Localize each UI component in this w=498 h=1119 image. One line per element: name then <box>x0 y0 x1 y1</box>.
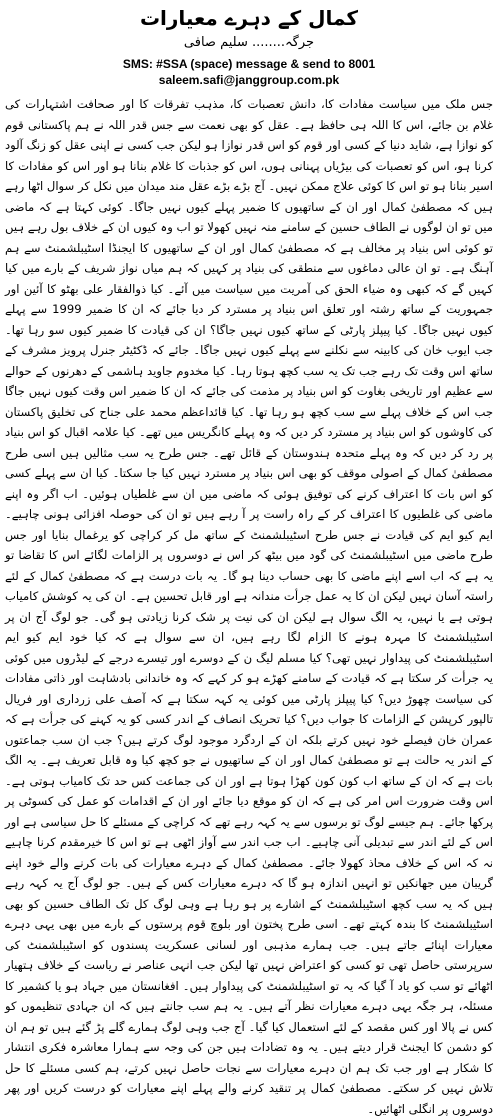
sms-instruction: SMS: #SSA (space) message & send to 8001 <box>122 57 376 71</box>
article-body <box>0 88 498 1116</box>
article-body-text: جس ملک میں سیاست مفادات کا، دانش تعصبات کا، مذہب تفرقات کا اور صحافت اشتہارات کی غلام بن جائے، اس کا اللہ ہی حافظ ہے۔ عقل کو بھی نعمت سے جس قدر اللہ نے ہم پاکستانی قوم کو نوازا ہے، شاید دنیا کے کسی اور قوم کو اس قدر نوازا ہو لیکن جب کسی نے اپنی عقل کو زنگ آلود کرنا ہو، اس کو تعصبات کی بیڑیاں پہنانی ہوں، اس کو جذبات کا غلام بنانا ہو اور اس کو مفادات کا اسیر بنانا ہو تو اس کا کوئی علاج ممکن نہیں۔ آج بڑے بڑے عقل مند میدان میں نکل کر سوال اٹھا رہے ہیں کہ مصطفیٰ کمال اور ان کے ساتھیوں کا ضمیر پہلے کیوں نہیں جاگا۔ کوئی کہتا ہے کہ ماضی میں تو ان لوگوں نے الطاف حسین کے سامنے منہ نہیں کھولا تو اب وہ کیوں ان کے خلاف بول رہے ہیں تو کوئی اس بنیاد پر مخالف ہے کہ مصطفیٰ کمال اور ان کے ساتھیوں کا ایجنڈا اسٹیبلشمنٹ سے ہم آہنگ ہے۔ تو ان عالی دماغوں سے منطقی کی بنیاد پر کہیں کہ ہم میاں نواز شریف کے بارے میں کیا کہیں گے کہ کبھی وہ ضیاء الحق کی آمریت میں سیاست میں آئے۔ کیا ذوالفقار علی بھٹو کا آئین اور جمہوریت کے ساتھ رشتہ اور تعلق اس بنیاد پر مسترد کر دیا جائے کہ ان کا ضمیر 1999 سے پہلے کیوں نہیں جاگا۔ کیا پیپلز پارٹی کے ساتھ کیوں نہیں جاگا؟ ان کی قیادت کا ضمیر کیوں سو رہا تھا۔ جب ایوب خان کی کابینہ سے نکلنے سے پہلے کیوں نہیں جاگا۔ جائے کہ ڈکٹیٹر جنرل پرویز مشرف کے ساتھ اس وقت تک رہے جب تک یہ سب کچھ ہوتا رہا۔ کیا مخدوم جاوید ہاشمی کے دھرنوں کے حوالے سے عظیم اور تاریخی بغاوت کو اس بنیاد پر مذمت کی جائے کہ ان کا ضمیر اس وقت کیوں نہیں جاگا جب اس کے خلاف پہلے سے سب کچھ ہو رہا تھا۔ کیا قائداعظم محمد علی جناح کی تخلیق پاکستان کی کاوشوں کو اس بنیاد پر مسترد کر دیں کہ وہ پہلے کانگریس میں تھے۔ کیا علامہ اقبال کو اس بنیاد پر رد کر دیں کہ وہ پہلے متحدہ ہندوستان کے قائل تھے۔ جس طرح یہ سب مثالیں ہیں اسی طرح مصطفیٰ کمال کے اصولی موقف کو بھی اس بنیاد پر مسترد نہیں کیا جا سکتا۔ کیا ان سے پہلے کسی کو اس بات کا اعتراف کرنے کی توفیق ہوئی کہ ماضی میں ان سے غلطیاں ہوئیں۔ اب اگر وہ اپنے ماضی کی غلطیوں کا اعتراف کر کے راہ راست پر آ رہے ہیں تو ان کی حوصلہ افزائی ہونی چاہیے۔ ایم کیو ایم کی قیادت نے جس طرح اسٹیبلشمنٹ کے ساتھ مل کر کراچی کو یرغمال بنایا اور جس طرح ماضی میں اسٹیبلشمنٹ کی گود میں بیٹھ کر اس نے دوسروں پر الزامات لگائے اس کا تقاضا تو یہ ہے کہ اب اسے اپنے ماضی کا بھی حساب دینا ہو گا۔ یہ بات درست ہے کہ مصطفیٰ کمال کے لئے راستہ آسان نہیں لیکن ان کا یہ عمل جرأت مندانہ ہے اور قابل تحسین ہے۔ ان کی یہ کوشش کامیاب ہوتی ہے یا نہیں، یہ الگ سوال ہے لیکن ان کی نیت پر شک کرنا زیادتی ہو گی۔ جو لوگ آج ان پر اسٹیبلشمنٹ کا مہرہ ہونے کا الزام لگا رہے ہیں، ان سے سوال ہے کہ کیا خود ایم کیو ایم اسٹیبلشمنٹ کی پیداوار نہیں تھی؟ کیا مسلم لیگ ن کے دوسرے اور تیسرے درجے کے لیڈروں میں کوئی یہ جرأت کر سکتا ہے کہ قیادت کے سامنے کھڑے ہو کر کہے کہ وہ خاندانی بادشاہت اور ذاتی مفادات کی سیاست چھوڑ دیں؟ کیا پیپلز پارٹی میں کوئی یہ کہہ سکتا ہے کہ آصف علی زرداری اور فریال تالپور کرپشن کے الزامات کا جواب دیں؟ کیا تحریک انصاف کے اندر کسی کو یہ کہنے کی جرأت ہے کہ عمران خان فیصلے خود نہیں کرتے بلکہ ان کے اردگرد موجود لوگ کرتے ہیں؟ جب ان سب جماعتوں کے اندر یہ حالت ہے تو مصطفیٰ کمال اور ان کے ساتھیوں نے جو کچھ کیا وہ قابل تعریف ہے۔ یہ الگ بات ہے کہ ان کے ساتھ اب کون کون کھڑا ہوتا ہے اور ان کی جماعت کس حد تک کامیاب ہوتی ہے۔ اس وقت ضرورت اس امر کی ہے کہ ان کو موقع دیا جائے اور ان کے اقدامات کو عمل کی کسوٹی پر پرکھا جائے۔ ہم جیسے لوگ تو برسوں سے یہ کہہ رہے تھے کہ کراچی کے مسئلے کا حل سیاسی ہے اور اس کے لئے اندر سے تبدیلی آنی چاہیے۔ اب جب اندر سے آواز اٹھی ہے تو اس کا خیرمقدم کرنا چاہیے نہ کہ اس کے خلاف محاذ کھولا جائے۔ مصطفیٰ کمال کے دہرے معیارات کی بات کرنے والے خود اپنے گریبان میں جھانکیں تو انہیں اندازہ ہو گا کہ دہرے معیارات کس کے ہیں۔ جو لوگ آج یہ کہہ رہے ہیں کہ یہ سب کچھ اسٹیبلشمنٹ کے اشارے پر ہو رہا ہے وہی لوگ کل تک الطاف حسین کو بھی اسٹیبلشمنٹ کا بندہ کہتے تھے۔ اسی طرح پختون اور بلوچ قوم پرستوں کے بارے میں بھی یہی دہرے معیارات اپنائے جاتے ہیں۔ جب ہمارے مذہبی اور لسانی عسکریت پسندوں کو اسٹیبلشمنٹ کی سرپرستی حاصل تھی تو کسی کو اعتراض نہیں تھا لیکن جب انہی عناصر نے ریاست کے خلاف ہتھیار اٹھائے تو سب کو یاد آ گیا کہ یہ تو اسٹیبلشمنٹ کی پیداوار ہیں۔ افغانستان میں جہاد ہو یا کشمیر کا مسئلہ، ہر جگہ یہی دہرے معیارات نظر آتے ہیں۔ یہ ہم سب جانتے ہیں کہ ان جہادی تنظیموں کو کس نے پالا اور کس مقصد کے لئے استعمال کیا گیا۔ آج جب وہی لوگ ہمارے گلے پڑ گئے ہیں تو ہم ان کو دشمن کا ایجنٹ قرار دیتے ہیں۔ یہ وہ تضادات ہیں جن کی وجہ سے ہمارا معاشرہ فکری انتشار کا شکار ہے اور جب تک ہم ان دہرے معیارات سے نجات حاصل نہیں کرتے، ہم کسی مسئلے کا حل تلاش نہیں کر سکتے۔ مصطفیٰ کمال پر تنقید کرنے والے پہلے اپنے معیارات کو درست کریں اور پھر دوسروں پر انگلی اٹھائیں۔ <box>5 97 493 1116</box>
column-byline: جرگہ........ سلیم صافی <box>183 35 315 50</box>
article-title: کمال کے دہرے معیارات <box>139 6 359 30</box>
article-header <box>0 0 498 88</box>
author-email: saleem.safi@janggroup.com.pk <box>158 73 340 87</box>
